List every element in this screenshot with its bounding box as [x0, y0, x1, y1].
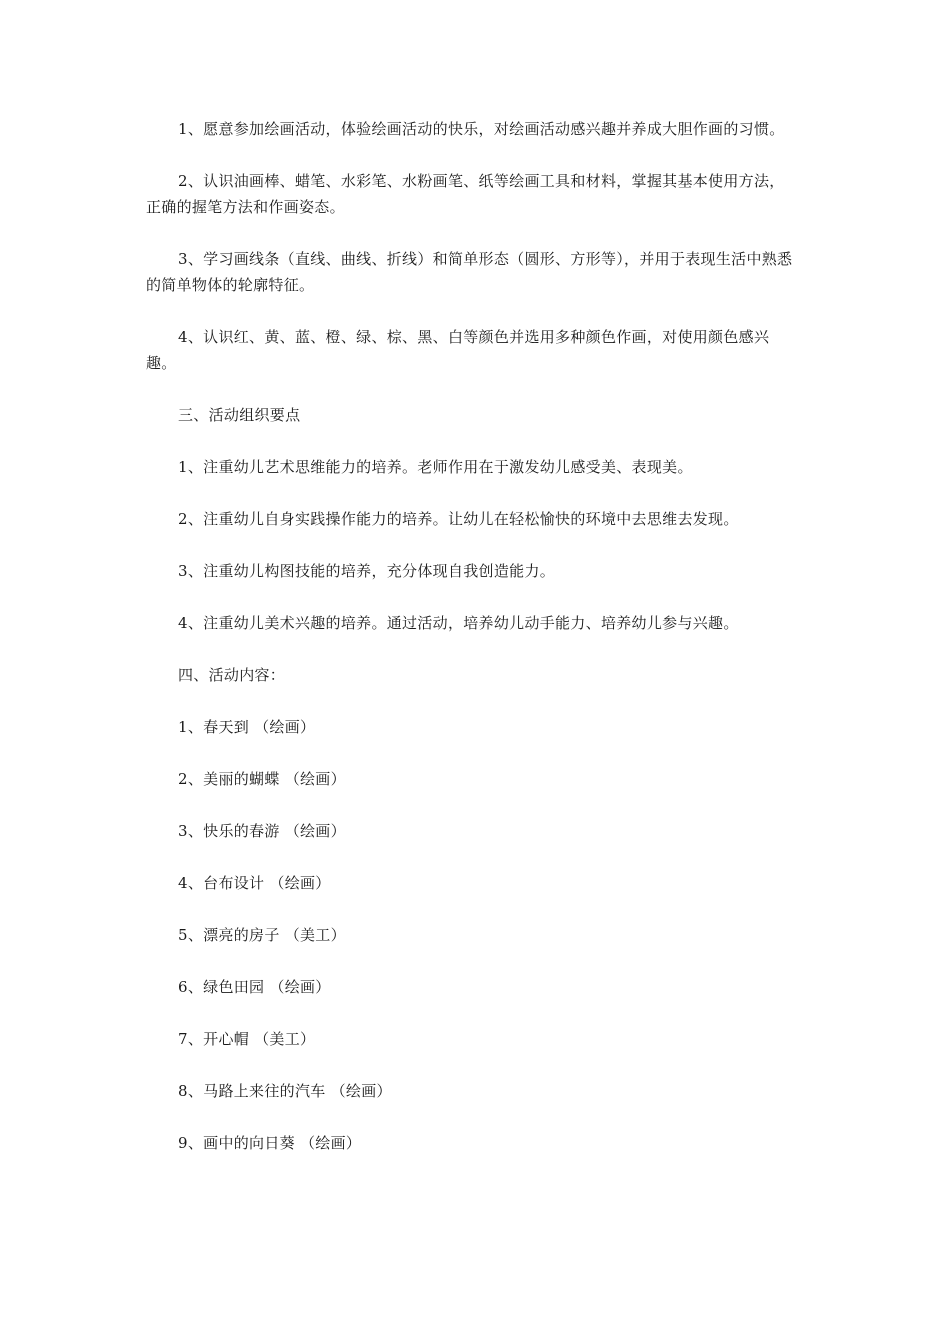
organization-point-2: 2、注重幼儿自身实践操作能力的培养。让幼儿在轻松愉快的环境中去思维去发现。	[178, 510, 739, 528]
organization-point-3: 3、注重幼儿构图技能的培养，充分体现自我创造能力。	[178, 562, 556, 580]
goal-paragraph-2: 2、认识油画棒、蜡笔、水彩笔、水粉画笔、纸等绘画工具和材料，掌握其基本使用方法，正确的握笔方法和作画姿态。	[146, 172, 785, 216]
goal-paragraph-4: 4、认识红、黄、蓝、橙、绿、棕、黑、白等颜色并选用多种颜色作画，对使用颜色感兴趣。	[146, 328, 770, 372]
activity-item-2: 2、美丽的蝴蝶 （绘画）	[178, 770, 346, 788]
activity-item-9: 9、画中的向日葵 （绘画）	[178, 1134, 362, 1152]
activity-item-1: 1、春天到 （绘画）	[178, 718, 316, 736]
activity-item-3: 3、快乐的春游 （绘画）	[178, 822, 346, 840]
activity-item-4: 4、台布设计 （绘画）	[178, 874, 331, 892]
activity-item-7: 7、开心帽 （美工）	[178, 1030, 316, 1048]
activity-item-5: 5、漂亮的房子 （美工）	[178, 926, 346, 944]
goal-paragraph-3: 3、学习画线条（直线、曲线、折线）和简单形态（圆形、方形等），并用于表现生活中熟悉的简单物体的轮廓特征。	[146, 250, 793, 294]
section-heading-content: 四、活动内容：	[178, 666, 286, 684]
activity-item-6: 6、绿色田园 （绘画）	[178, 978, 331, 996]
activity-item-8: 8、马路上来往的汽车 （绘画）	[178, 1082, 392, 1100]
organization-point-1: 1、注重幼儿艺术思维能力的培养。老师作用在于激发幼儿感受美、表现美。	[178, 458, 693, 476]
goal-paragraph-1: 1、愿意参加绘画活动，体验绘画活动的快乐，对绘画活动感兴趣并养成大胆作画的习惯。	[178, 120, 785, 138]
section-heading-organization: 三、活动组织要点	[178, 406, 301, 424]
organization-point-4: 4、注重幼儿美术兴趣的培养。通过活动，培养幼儿动手能力、培养幼儿参与兴趣。	[178, 614, 739, 632]
document-body	[146, 116, 796, 1182]
